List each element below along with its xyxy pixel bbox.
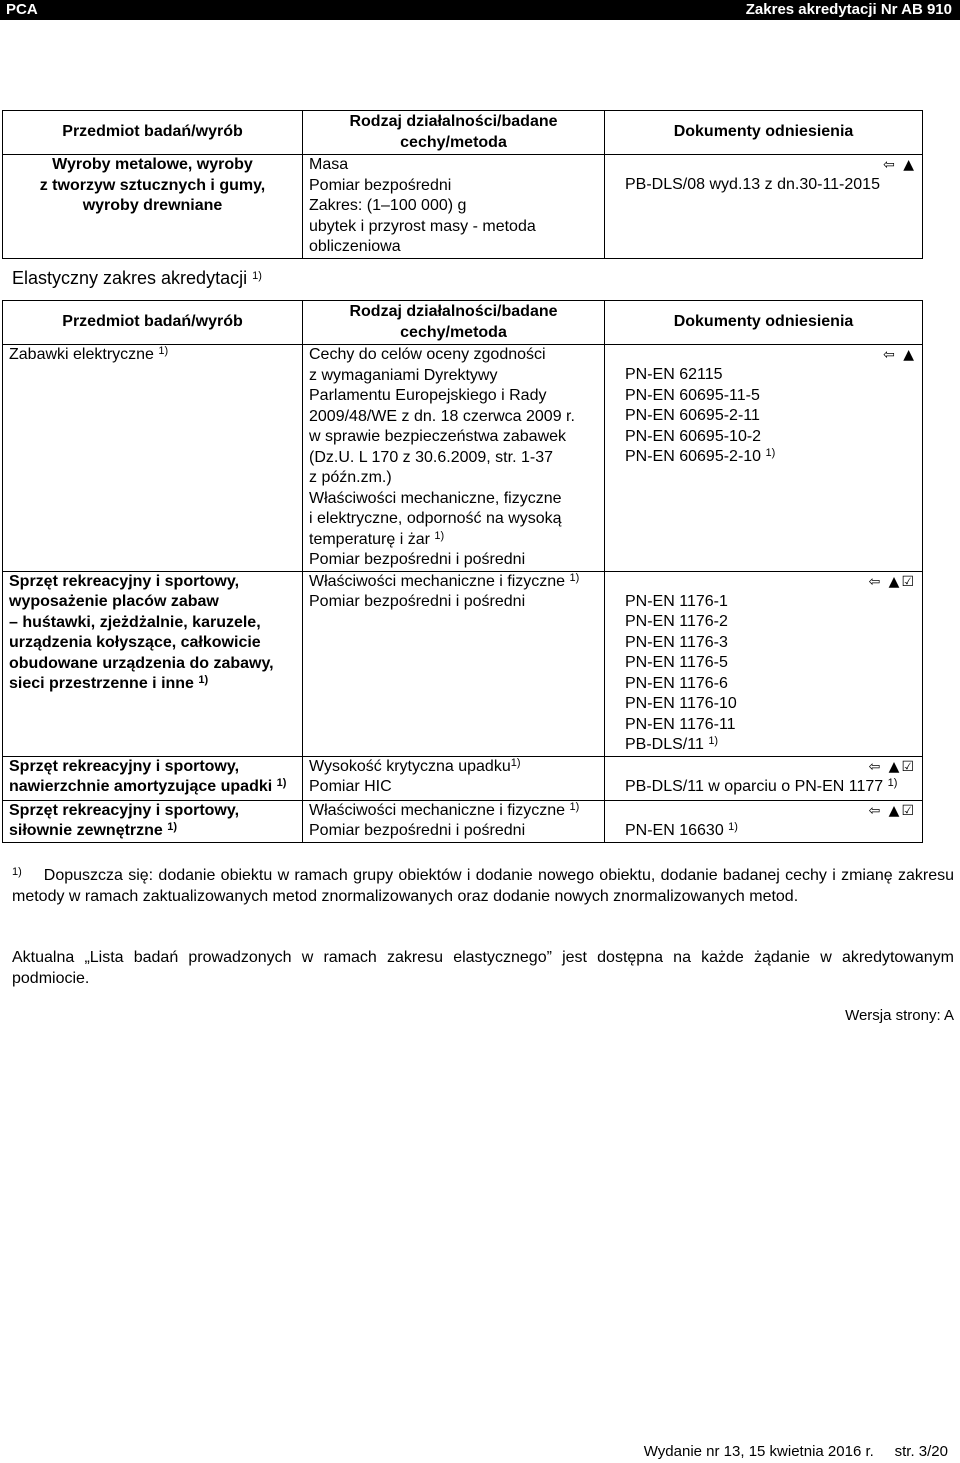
documents-cell: ⇦ ▲ PB-DLS/08 wyd.13 z dn.30-11-2015 xyxy=(605,155,923,259)
documents-cell: ⇦ ▲☑ PN-EN 16630 $^{1)}$ xyxy=(605,800,923,842)
subject-cell: Sprzęt rekreacyjny i sportowy, siłownie zewnętrzne $^{1)}$ xyxy=(3,800,303,842)
column-header-documents: Dokumenty odniesienia xyxy=(605,111,923,155)
column-header-subject: Przedmiot badań/wyrób xyxy=(3,111,303,155)
documents-cell: ⇦ ▲☑ PN-EN 1176-1 PN-EN 1176-2 PN-EN 1176-3 PN-EN 1176-5 PN-EN 1176-6 PN-EN 1176-10 PN-EN 1176-11 PB-DLS/11 $^{1)}$ xyxy=(605,571,923,756)
subject-cell: Wyroby metalowe, wyroby z tworzyw sztucznych i gumy, wyroby drewniane xyxy=(3,155,303,259)
status-symbols-icon: ⇦ ▲ xyxy=(883,347,916,363)
subject-cell: Sprzęt rekreacyjny i sportowy, nawierzchnie amortyzujące upadki $^{1)}$ xyxy=(3,756,303,800)
method-cell: Cechy do celów oceny zgodności z wymaganiami Dyrektywy Parlamentu Europejskiego i Rady 2009/48/WE z dn. 18 czerwca 2009 r. w sprawie bezpieczeństwa zabawek (Dz.U. L 170 z 30.6.2009, str. 1-37 z późn.zm.) Właściwości mechaniczne, fizyczne i elektryczne, odporność na wysoką temperaturę i żar $^{1)}$ Pomiar bezpośredni i pośredni xyxy=(303,345,605,572)
org-name: PCA xyxy=(6,1,38,18)
method-cell: Właściwości mechaniczne i fizyczne $^{1)}$ Pomiar bezpośredni i pośredni xyxy=(303,800,605,842)
issue-footer: Wydanie nr 13, 15 kwietnia 2016 r. str. 3/20 xyxy=(643,1443,948,1460)
column-header-subject: Przedmiot badań/wyrób xyxy=(3,301,303,345)
method-cell: Masa Pomiar bezpośredni Zakres: (1–100 000) g ubytek i przyrost masy - metoda obliczeniowa xyxy=(303,155,605,259)
column-header-method: Rodzaj działalności/badane cechy/metoda xyxy=(303,301,605,345)
method-cell: Wysokość krytyczna upadku$^{1)}$ Pomiar HIC xyxy=(303,756,605,800)
column-header-documents: Dokumenty odniesienia xyxy=(605,301,923,345)
column-header-method: Rodzaj działalności/badane cechy/metoda xyxy=(303,111,605,155)
accreditation-table-flexible xyxy=(2,300,923,843)
section-title: Elastyczny zakres akredytacji $^{1)}$ xyxy=(12,268,262,288)
documents-cell: ⇦ ▲☑ PB-DLS/11 w oparciu o PN-EN 1177 $^{1)}$ xyxy=(605,756,923,800)
header-bar xyxy=(0,0,960,20)
footnote: $^{1)}$ Dopuszcza się: dodanie obiektu w ramach grupy obiektów i dodanie nowego obiektu, dodanie badanej cechy i zmianę zakresu metody w ramach zaktualizowanych metod znormalizowanych oraz dodanie nowych znormalizowanych metod. xyxy=(12,866,954,905)
documents-cell: ⇦ ▲ PN-EN 62115 PN-EN 60695-11-5 PN-EN 60695-2-11 PN-EN 60695-10-2 PN-EN 60695-2-10 $^{1)}$ xyxy=(605,345,923,572)
note-paragraph: Aktualna „Lista badań prowadzonych w ramach zakresu elastycznego” jest dostępna na każde żądanie w akredytowanym podmiocie. xyxy=(12,949,954,987)
status-symbols-icon: ⇦ ▲☑ xyxy=(868,802,916,819)
accreditation-table-fixed xyxy=(2,110,923,259)
page-version: Wersja strony: A xyxy=(845,1007,954,1024)
subject-cell: Sprzęt rekreacyjny i sportowy, wyposażenie placów zabaw – huśtawki, zjeżdżalnie, karuzele, urządzenia kołyszące, całkowicie obudowane urządzenia do zabawy, sieci przestrzenne i inne $^{1)}$ xyxy=(3,571,303,756)
method-cell: Właściwości mechaniczne i fizyczne $^{1)}$ Pomiar bezpośredni i pośredni xyxy=(303,571,605,756)
document-title: Zakres akredytacji Nr AB 910 xyxy=(745,1,952,18)
status-symbols-icon: ⇦ ▲ xyxy=(883,157,916,173)
status-symbols-icon: ⇦ ▲☑ xyxy=(868,573,916,590)
status-symbols-icon: ⇦ ▲☑ xyxy=(868,758,916,775)
subject-cell: Zabawki elektryczne $^{1)}$ xyxy=(3,345,303,572)
